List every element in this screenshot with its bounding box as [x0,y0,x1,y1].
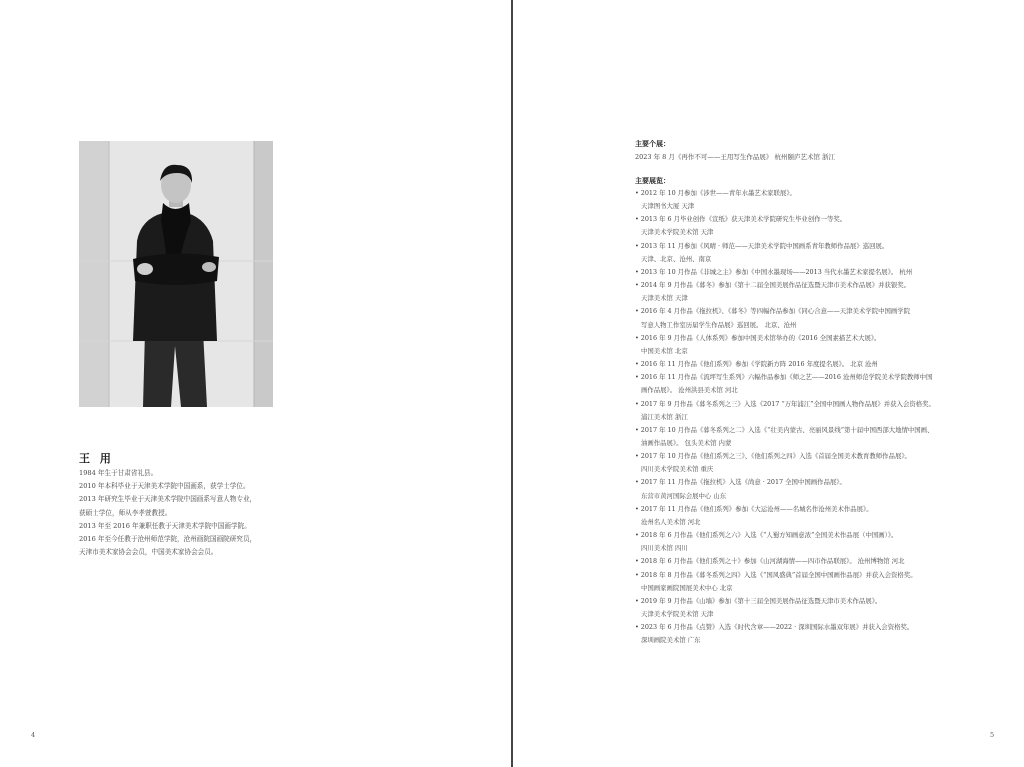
exhibitions-heading: 主要展览： [635,176,670,185]
bio-line: 2016 年至今任教于沧州师范学院，沧州画院国画院研究员， [79,535,257,544]
solo-exhibition-entry: 2023 年 8 月《再作不可——王用写生作品展》 杭州颐庐艺术馆 浙江 [635,153,836,161]
exhibition-line: • 2016 年 9 月作品《人体系列》参加中国美术馆举办的《2016 全国素描艺术大展》。 [635,333,881,342]
exhibition-line: • 2016 年 11 月作品《他们系列》参加《学院新方阵 2016 年度提名展》。 北京 沧州 [635,360,878,369]
exhibition-list [635,187,1005,647]
exhibition-line: 四川美术学院美术馆 重庆 [641,465,714,474]
exhibition-line: 天津图书大厦 天津 [641,202,695,211]
left-page [0,0,511,767]
exhibition-line: 天津、北京、沧州、南京 [641,254,712,263]
page-number-left: 4 [31,731,36,739]
exhibition-line: • 2017 年 10 月作品《暮冬系列之二》入选《“壮美内蒙古、亮丽风景线”第十届中国西部大地情中国画、 [635,425,934,434]
page-number-right: 5 [990,731,995,739]
exhibition-line: 沧州名人美术馆 河北 [641,517,701,526]
exhibition-line: 东营市黄河国际会展中心 山东 [641,491,727,500]
exhibition-line: 画作品展》。 沧州洪县美术馆 河北 [641,386,738,395]
exhibition-line: • 2018 年 8 月作品《暮冬系列之四》入选《“国风盛典”首届全国中国画作品展》并获入会资格奖。 [635,570,917,579]
bio-line: 2013 年研究生毕业于天津美术学院中国画系写意人物专业， [79,495,257,504]
exhibition-line: 四川美术馆 四川 [641,544,688,553]
artist-name: 王 用 [79,452,114,465]
solo-exhibitions-heading: 主要个展： [635,139,670,148]
exhibition-line: • 2013 年 11 月参加《风晴 · 师范——天津美术学院中国画系青年教师作品展》巡回展。 [635,241,889,250]
exhibition-line: • 2016 年 11 月作品《流坪写生系列》六幅作品参加《师之艺——2016 沧州师范学院美术学院教师中国 [635,373,933,382]
exhibition-line: • 2016 年 4 月作品《拖拉机》、《暮冬》等四幅作品参加《同心合意——天津美术学院中国画学院 [635,307,911,316]
exhibition-line: • 2013 年 10 月作品《非城之主》参加《中国水墨现场——2013 当代水墨艺术家提名展》。 杭州 [635,267,913,276]
exhibition-line: 写意人物工作室历届学生作品展》巡回展。 北京、沧州 [641,320,797,329]
exhibition-line: • 2018 年 6 月作品《他们系列之六》入选《“人蜀方知画意浓”全国美术作品展（中国画）》。 [635,531,898,540]
exhibition-line: • 2017 年 10 月作品《他们系列之三》、《他们系列之四》入选《首届全国美术教育教师作品展》。 [635,452,911,461]
exhibition-line: 油画作品展》。 包头美术馆 内蒙 [641,438,732,447]
exhibition-line: • 2019 年 9 月作品《山墙》参加《第十三届全国美展作品征选暨天津市美术作品展》。 [635,596,882,605]
exhibition-line: 天津美术学院美术馆 天津 [641,228,714,237]
bio-line: 1984 年生于甘肃省礼县。 [79,469,158,477]
artist-photo [79,141,273,407]
exhibition-line: • 2013 年 6 月毕业创作《宣纸》获天津美术学院研究生毕业创作一等奖。 [635,215,847,224]
exhibition-line: 天津美术学院美术馆 天津 [641,610,714,618]
exhibition-line: 中国画家画院国展美术中心 北京 [641,583,733,592]
exhibition-line: 中国美术馆 北京 [641,346,688,355]
exhibition-line: • 2017 年 9 月作品《暮冬系列之三》入选《2017 “万年浦江”全国中国画人物作品展》并获入会资格奖。 [635,399,935,408]
exhibition-line: • 2018 年 6 月作品《他们系列之十》参加《山河湖海情——四市作品联展》。 沧州博物馆 河北 [635,557,905,566]
exhibition-line: • 2023 年 6 月作品《点赞》入选《时代含章——2022 · 深圳国际水墨双年展》并获入会资格奖。 [635,623,914,632]
exhibition-line: • 2017 年 11 月作品《他们系列》参加《大运沧州——名城名作沧州美术作品展》。 [635,504,873,513]
artist-bio [79,467,319,559]
exhibition-line: 天津美术馆 天津 [641,294,688,303]
bio-line: 2010 年本科毕业于天津美术学院中国画系，获学士学位。 [79,482,250,491]
exhibition-line: 深圳画院美术馆 广东 [641,636,701,645]
exhibition-line: 浦江美术馆 浙江 [641,412,688,421]
artist-portrait-image [79,141,273,407]
exhibition-line: • 2012 年 10 月参加《涉世——青年水墨艺术家联展》。 [635,189,796,197]
exhibition-line: • 2014 年 9 月作品《暮冬》参加《第十二届全国美展作品征选暨天津市美术作品展》并获银奖。 [635,281,911,290]
bio-line: 2013 年至 2016 年兼职任教于天津美术学院中国画学院。 [79,521,251,530]
right-page [513,0,1024,767]
exhibition-line: • 2017 年 11 月作品《拖拉机》入选《尚意 · 2017 全国中国画作品展》。 [635,478,846,487]
bio-line: 天津市美术家协会会员，中国美术家协会会员。 [79,548,218,557]
bio-line: 获硕士学位，师从李孝萱教授。 [79,508,172,517]
